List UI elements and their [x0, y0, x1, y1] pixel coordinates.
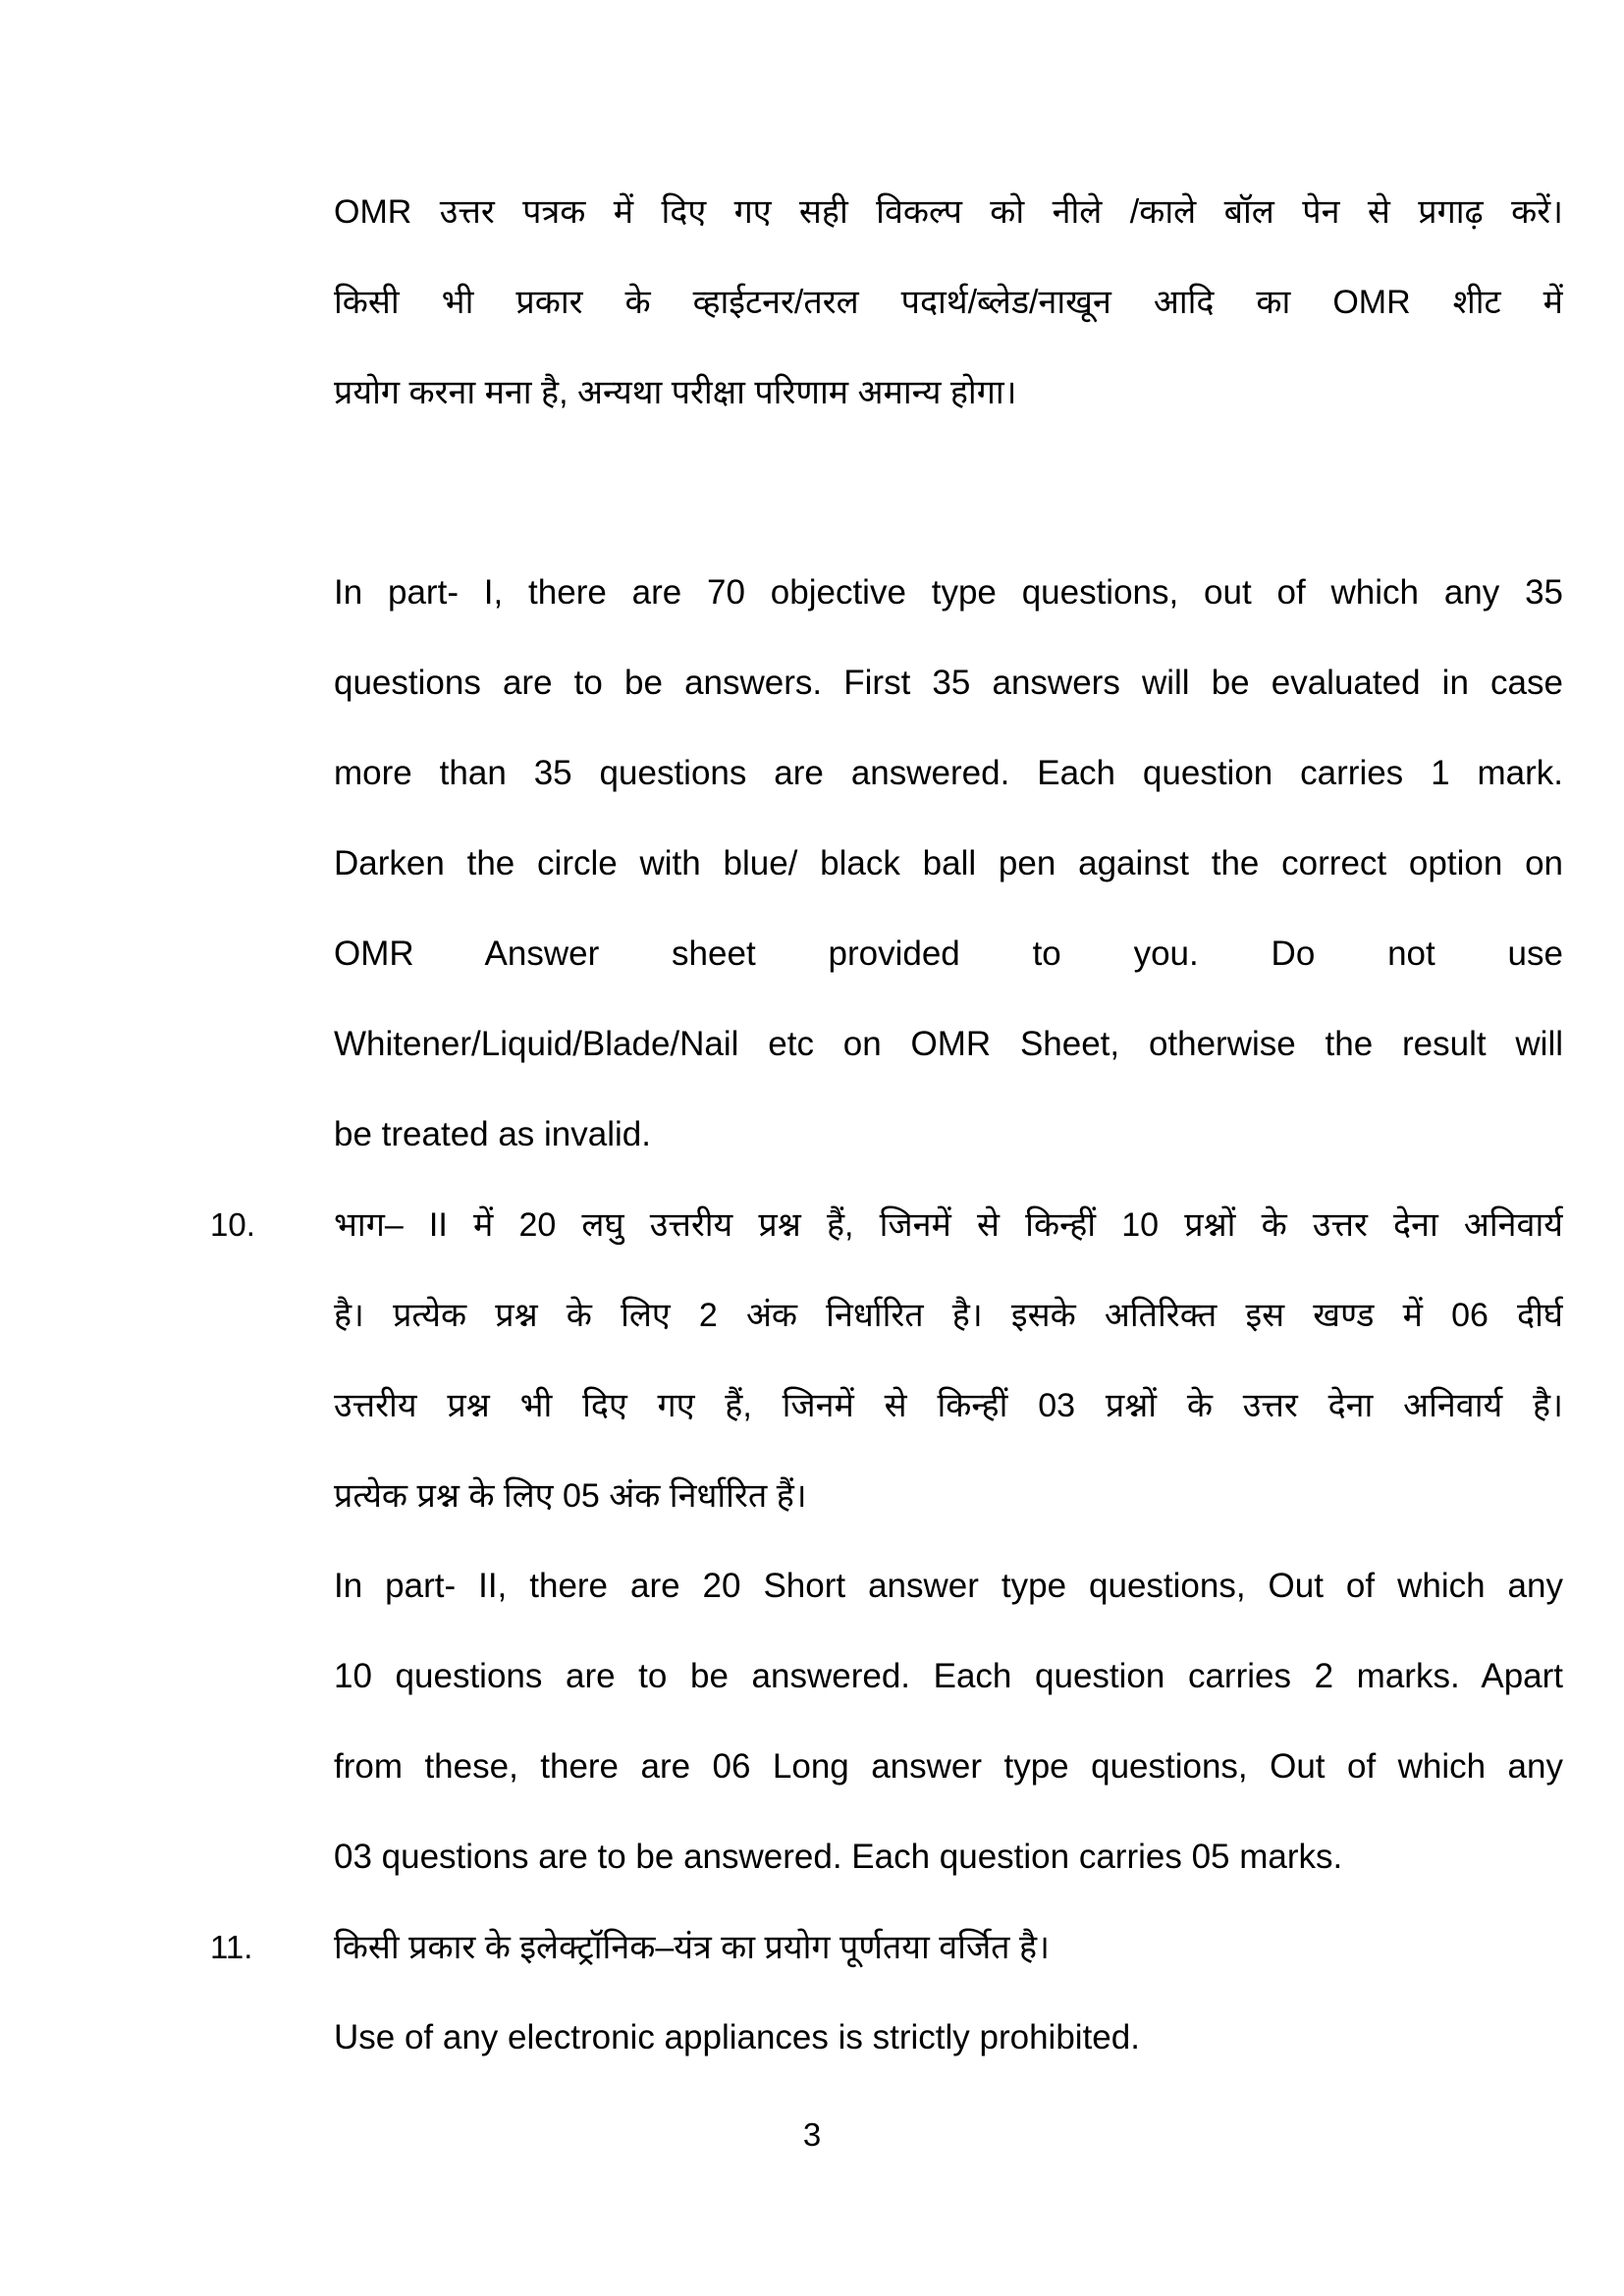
item-number-gutter — [0, 1180, 334, 1270]
english-instruction-line: more than 35 questions are answered. Each question carries 1 mark. — [334, 754, 1563, 792]
english-instruction-line: from these, there are 06 Long answer type questions, Out of which any — [334, 1747, 1563, 1786]
english-instruction-line: Whitener/Liquid/Blade/Nail etc on OMR Sheet, otherwise the result will — [334, 1025, 1563, 1063]
english-instruction-line: be treated as invalid. — [334, 1115, 651, 1153]
hindi-instruction-line: OMR उत्तर पत्रक में दिए गए सही विकल्प को नीले /काले बॉल पेन से प्रगाढ़ करें। — [334, 193, 1563, 231]
instruction-item-10 — [0, 1180, 1624, 1902]
item-text-block — [334, 167, 1563, 1180]
hindi-instruction-line: किसी प्रकार के इलेक्ट्रॉनिक–यंत्र का प्रयोग पूर्णतया वर्जित है। — [334, 1929, 1050, 1966]
english-instruction-line: 03 questions are to be answered. Each question carries 05 marks. — [334, 1838, 1343, 1876]
page-footer — [0, 2107, 1624, 2163]
hindi-instruction-line: किसी भी प्रकार के व्हाईटनर/तरल पदार्थ/ब्लेड/नाखून आदि का OMR शीट में — [334, 284, 1563, 321]
hindi-instruction-line: उत्तरीय प्रश्न भी दिए गए हैं, जिनमें से किन्हीं 03 प्रश्नों के उत्तर देना अनिवार्य है। — [334, 1387, 1563, 1424]
item-text-block — [334, 1180, 1563, 1902]
english-instruction-line: In part- I, there are 70 objective type questions, out of which any 35 — [334, 573, 1563, 612]
item-number: 11. — [210, 1929, 253, 1965]
page-number: 3 — [802, 2116, 822, 2153]
hindi-instruction-line: प्रयोग करना मना है, अन्यथा परीक्षा परिणाम अमान्य होगा। — [334, 374, 1017, 411]
instruction-item-9 — [0, 167, 1624, 1180]
english-instruction-line: Use of any electronic appliances is strictly prohibited. — [334, 2018, 1140, 2056]
english-instruction-line: questions are to be answers. First 35 answers will be evaluated in case — [334, 664, 1563, 702]
instruction-item-11 — [0, 1902, 1624, 2083]
item-number: 10. — [210, 1206, 255, 1243]
hindi-instruction-line: भाग– II में 20 लघु उत्तरीय प्रश्न हैं, जिनमें से किन्हीं 10 प्रश्नों के उत्तर देना अनिवार्य — [334, 1206, 1563, 1244]
item-text-block — [334, 1902, 1563, 2083]
hindi-instruction-line: प्रत्येक प्रश्न के लिए 05 अंक निर्धारित हैं। — [334, 1477, 807, 1515]
english-instruction-line: In part- II, there are 20 Short answer type questions, Out of which any — [334, 1567, 1563, 1605]
english-instruction-line: OMR Answer sheet provided to you. Do not use — [334, 934, 1563, 973]
hindi-instruction-line: है। प्रत्येक प्रश्न के लिए 2 अंक निर्धारित है। इसके अतिरिक्त इस खण्ड में 06 दीर्घ — [334, 1297, 1563, 1334]
item-number-gutter — [0, 1902, 334, 1993]
english-instruction-line: Darken the circle with blue/ black ball pen against the correct option on — [334, 844, 1563, 882]
paragraph-gap — [334, 438, 1563, 548]
english-instruction-line: 10 questions are to be answered. Each question carries 2 marks. Apart — [334, 1657, 1563, 1695]
